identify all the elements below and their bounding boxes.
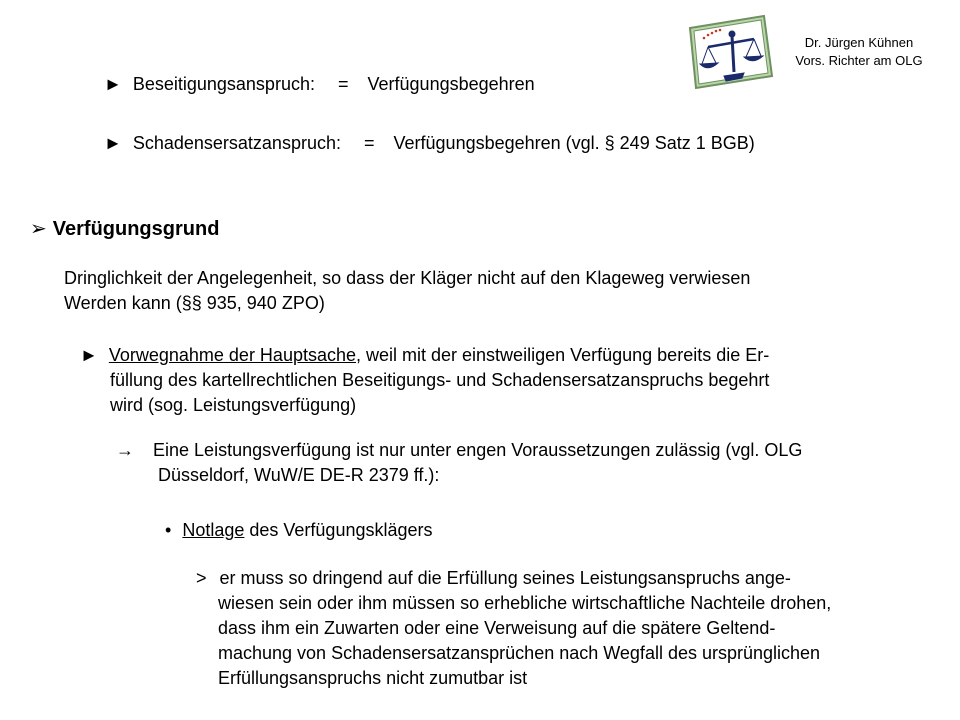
text-line: er muss so dringend auf die Erfüllung seines Leistungsanspruchs ange- <box>219 568 791 588</box>
term-vorwegnahme: Vorwegnahme der Hauptsache <box>108 345 357 365</box>
item-schadensersatzanspruch <box>104 131 755 156</box>
paragraph-leistungsverfuegung <box>116 438 802 488</box>
text-line: , weil mit der einstweiligen Verfügung bereits die Er- <box>356 345 770 365</box>
scales-of-justice-icon <box>684 14 776 90</box>
text-line: des Verfügungsklägers <box>244 520 433 540</box>
text-line: wiesen sein oder ihm müssen so erhebliche wirtschaftliche Nachteile drohen, <box>218 593 832 613</box>
greater-than-bullet-icon: > <box>196 568 207 588</box>
section-title: Verfügungsgrund <box>52 218 220 240</box>
author-info <box>776 34 942 70</box>
text-line: füllung des kartellrechtlichen Beseitigungs- und Schadensersatzanspruchs begehrt <box>110 370 770 390</box>
arrow-bullet-icon: ➢ <box>30 218 47 240</box>
paragraph-vorwegnahme <box>80 343 769 418</box>
dot-bullet-icon: • <box>165 520 172 540</box>
text-line: machung von Schadensersatzansprüchen nach Wegfall des ursprünglichen <box>218 643 821 663</box>
paragraph-notlage-detail <box>196 566 831 691</box>
paragraph-dringlichkeit <box>64 266 750 316</box>
text-line: dass ihm ein Zuwarten oder eine Verweisung auf die spätere Geltend- <box>218 618 776 638</box>
item-value: Verfügungsbegehren <box>367 74 535 94</box>
right-arrow-icon: → <box>116 440 134 460</box>
text-line: Erfüllungsanspruchs nicht zumutbar ist <box>218 668 528 688</box>
item-beseitigungsanspruch <box>104 72 535 97</box>
text-line: Dringlichkeit der Angelegenheit, so dass der Kläger nicht auf den Klageweg verwiesen <box>64 268 751 288</box>
paragraph-notlage <box>165 518 433 543</box>
triangle-bullet-icon: ► <box>104 74 122 94</box>
item-value: Verfügungsbegehren (vgl. § 249 Satz 1 BGB) <box>393 133 755 153</box>
text-line: Werden kann (§§ 935, 940 ZPO) <box>64 293 325 313</box>
item-term: Beseitigungsanspruch: <box>132 74 315 94</box>
item-equals: = <box>337 74 349 94</box>
text-line: Eine Leistungsverfügung ist nur unter engen Voraussetzungen zulässig (vgl. OLG <box>153 440 803 460</box>
section-heading <box>30 216 219 242</box>
triangle-bullet-icon: ► <box>104 133 122 153</box>
author-name: Dr. Jürgen Kühnen <box>804 35 914 50</box>
item-equals: = <box>363 133 375 153</box>
term-notlage: Notlage <box>182 520 245 540</box>
author-role: Vors. Richter am OLG <box>795 53 923 68</box>
text-line: Düsseldorf, WuW/E DE-R 2379 ff.): <box>158 465 440 485</box>
item-term: Schadensersatzanspruch: <box>132 133 341 153</box>
triangle-bullet-icon: ► <box>80 345 98 365</box>
text-line: wird (sog. Leistungsverfügung) <box>110 395 357 415</box>
